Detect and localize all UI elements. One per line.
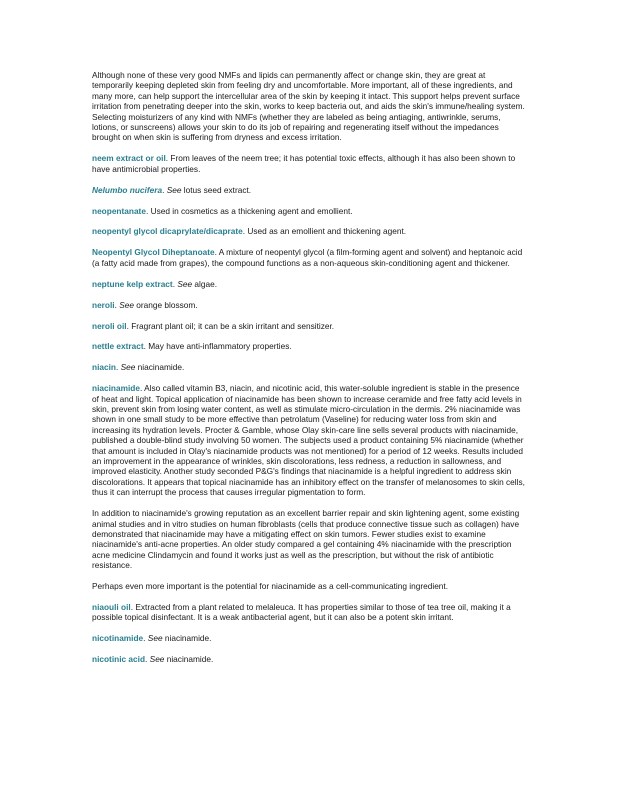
entry-term: nettle extract (92, 341, 144, 352)
entry-neptune-kelp: neptune kelp extract. See algae. (92, 278, 218, 289)
entry-term: niaouli oil (92, 602, 131, 613)
entry-term: neroli (92, 299, 115, 310)
entry-term: Nelumbo nucifera (92, 184, 163, 195)
entry-text: algae. (192, 278, 218, 289)
entry-text: niacinamide. (164, 654, 214, 665)
entry-term: neopentyl glycol dicaprylate/dicaprate (92, 226, 243, 237)
entry-nicotinic-acid: nicotinic acid. See niacinamide. (92, 654, 214, 665)
entry-neopentyl-dicaprylate: neopentyl glycol dicaprylate/dicaprate. Used as an emollient and thickening agent. (92, 226, 407, 237)
entry-term: Neopentyl Glycol Diheptanoate (92, 247, 215, 258)
entry-term: neem extract or oil (92, 153, 166, 164)
entry-term: nicotinamide (92, 633, 144, 644)
entry-text: Also called vitamin B3, niacin, and nicotinic acid, this water-soluble ingredient is stable in the presence of heat and light. Topical application of niacinamide has been shown to increase ceramide and free fatty acid levels in skin, prevent skin from losing water content, as well as stimulate micro-circulation in the dermis. 2% niacinamide was shown in one small study to be more effective than petrolatum (Vaseline) for reducing water loss from skin and increasing its hydration levels. Procter & Gamble, whose Olay skin-care line sells several products with niacinamide, published a double-blind study involving 50 women. The subjects used a product containing 5% niacinamide (whether that amount is included in Olay's niacinamide products was not mentioned) for a period of 12 weeks. Results included an improvement in the appearance of wrinkles, skin discolorations, less redness, a reduction in sallowness, and improved elasticity. Another study seconded P&G's findings that niacinamide is a helpful ingredient to address skin discolorations. It appears that topical niacinamide has an inhibitory effect on the transfer of melanosomes to skin cells, thus it can interrupt the process that causes irregular pigmentation to form. (92, 383, 525, 498)
entry-text: Fragrant plant oil; it can be a skin irritant and sensitizer. (128, 320, 335, 331)
entry-text: lotus seed extract. (181, 184, 252, 195)
entry-text: May have anti-inflammatory properties. (145, 341, 292, 352)
entry-neopentyl-diheptanoate: Neopentyl Glycol Diheptanoate. A mixture of neopentyl glycol (a film-forming agent and solvent) and heptanoic acid (a fatty acid made from grapes), the compound functions as a non-aqueous skin-conditioning agent and thickener. (92, 247, 523, 268)
entry-term: nicotinic acid (92, 654, 146, 665)
entry-nicotinamide: nicotinamide. See niacinamide. (92, 633, 212, 644)
entry-niacinamide: niacinamide. Also called vitamin B3, niacin, and nicotinic acid, this water-soluble ingredient is stable in the presence of heat and light. Topical application of niacinamide has been shown to increase ceramide and free fatty acid levels in skin, prevent skin from losing water content, as well as stimulate micro-circulation in the dermis. 2% niacinamide was shown in one small study to be more effective than petrolatum (Vaseline) for reducing water loss from skin and increasing its hydration levels. Procter & Gamble, whose Olay skin-care line sells several products with niacinamide, published a double-blind study involving 50 women. The subjects used a product containing 5% niacinamide (whether that amount is included in Olay's niacinamide products was not mentioned) for a period of 12 weeks. Results included an improvement in the appearance of wrinkles, skin discolorations, less redness, a reduction in sallowness, and improved elasticity. Another study seconded P&G's findings that niacinamide is a helpful ingredient to address skin discolorations. It appears that topical niacinamide has an inhibitory effect on the transfer of melanosomes to skin cells, thus it can interrupt the process that causes irregular pigmentation to form. (92, 383, 525, 498)
entry-term: neopentanate (92, 205, 146, 216)
entry-term: neptune kelp extract (92, 278, 173, 289)
entry-nettle: nettle extract. May have anti-inflammatory properties. (92, 341, 292, 352)
entry-neroli-oil: neroli oil. Fragrant plant oil; it can be a skin irritant and sensitizer. (92, 320, 335, 331)
entry-niacin: niacin. See niacinamide. (92, 362, 185, 373)
entry-text: A mixture of neopentyl glycol (a film-forming agent and solvent) and heptanoic acid (a fatty acid made from grapes), the compound functions as a non-aqueous skin-conditioning agent and thickener. (92, 247, 523, 268)
entry-see: See (147, 633, 163, 644)
entry-text: Extracted from a plant related to melaleuca. It has properties similar to those of tea tree oil, making it a possible topical disinfectant. It is a weak antibacterial agent, but it can also be a potent skin irritant. (92, 602, 511, 623)
entry-text: niacinamide. (135, 362, 185, 373)
entry-text: Used in cosmetics as a thickening agent and emollient. (148, 205, 353, 216)
entry-text: niacinamide. (162, 633, 212, 644)
entry-see: See (119, 299, 134, 310)
intro-paragraph: Although none of these very good NMFs and lipids can permanently affect or change skin, they are great at temporarily keeping depleted skin from feeling dry and uncomfortable. More important, all of these ingredients, and many more, can help support the intercellular area of the skin by keeping it intact. This support helps prevent surface irritation from penetrating deeper into the skin, works to keep bacteria out, and aids the skin's immune/healing system. Selecting moisturizers of any kind with NMFs (whether they are labeled as being antiaging, antiwrinkle, serums, lotions, or sunscreens) allows your skin to do its job of repairing and regenerating itself without the impedances brought on when skin is suffering from dryness and excess irritation. (92, 70, 525, 143)
niacinamide-paragraph-2: In addition to niacinamide's growing reputation as an excellent barrier repair and skin lightening agent, some existing animal studies and in vitro studies on human fibroblasts (cells that produce connective tissue such as collagen) have demonstrated that niacinamide may have a mitigating effect on skin tumors. Fewer studies exist to examine niacinamide's anti-acne properties. An older study compared a gel containing 4% niacinamide with the prescription acne medicine Clindamycin and found it works just as well as the prescription, but without the risk of antibiotic resistance. (92, 508, 520, 571)
entry-see: See (120, 362, 136, 373)
entry-term: niacin (92, 362, 116, 373)
entry-niaouli-oil: niaouli oil. Extracted from a plant related to melaleuca. It has properties similar to those of tea tree oil, making it a possible topical disinfectant. It is a weak antibacterial agent, but it can also be a potent skin irritant. (92, 602, 511, 623)
entry-nelumbo: Nelumbo nucifera. See lotus seed extract. (92, 184, 252, 195)
entry-term: neroli oil (92, 320, 127, 331)
entry-neem: neem extract or oil. From leaves of the neem tree; it has potential toxic effects, although it has also been shown to have antimicrobial properties. (92, 153, 516, 174)
entry-neroli: neroli. See orange blossom. (92, 299, 198, 310)
entry-text: orange blossom. (133, 299, 198, 310)
entry-see: See (177, 278, 193, 289)
entry-see: See (166, 184, 182, 195)
entry-text: From leaves of the neem tree; it has potential toxic effects, although it has also been shown to have antimicrobial properties. (92, 153, 516, 174)
niacinamide-paragraph-3: Perhaps even more important is the potential for niacinamide as a cell-communicating ingredient. (92, 581, 449, 592)
entry-term: niacinamide (92, 383, 140, 394)
entry-text: Used as an emollient and thickening agent. (245, 226, 407, 237)
entry-neopentanate: neopentanate. Used in cosmetics as a thickening agent and emollient. (92, 205, 353, 216)
entry-see: See (149, 654, 165, 665)
